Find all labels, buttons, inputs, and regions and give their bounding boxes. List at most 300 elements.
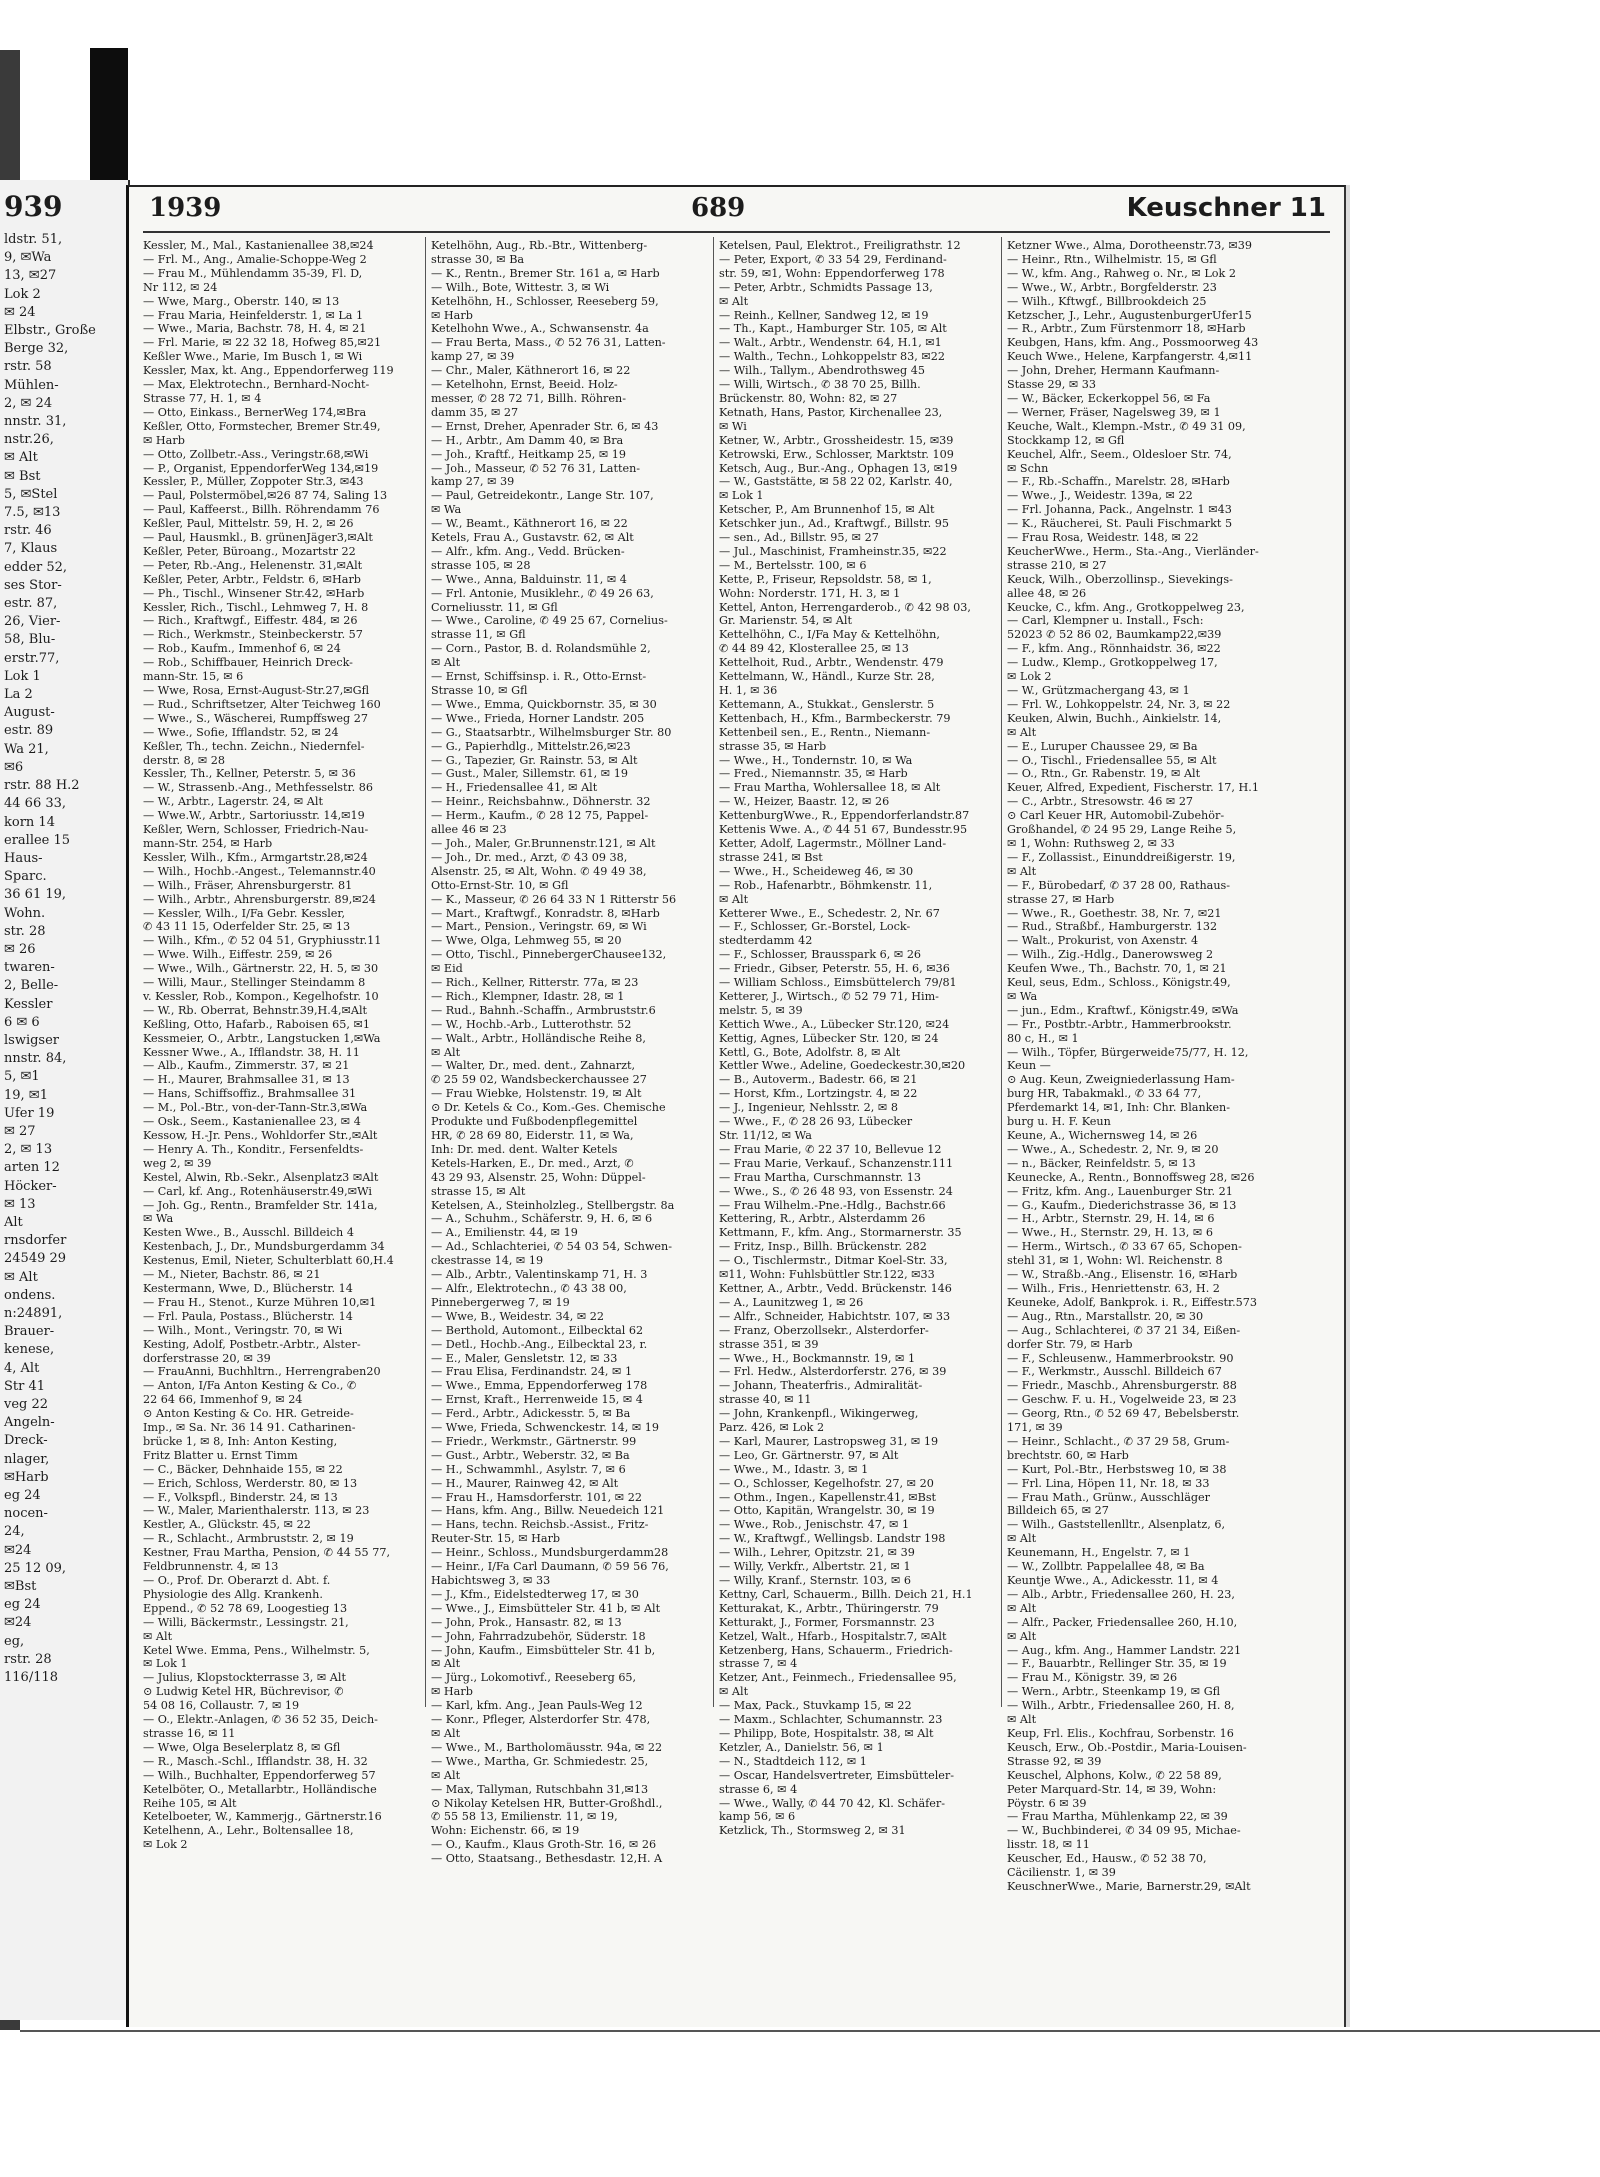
directory-entry: ✉ Alt	[431, 1045, 461, 1059]
directory-entry: — Walt., Arbtr., Wendenstr. 64, H.1, ✉1	[719, 336, 942, 350]
directory-entry: stehl 31, ✉ 1, Wohn: Wl. Reichenstr. 8	[1007, 1254, 1223, 1268]
directory-entry: — Ad., Schlachteriei, ✆ 54 03 54, Schwen-	[431, 1240, 673, 1254]
directory-entry: — Fritz, Insp., Billh. Brückenstr. 282	[719, 1240, 927, 1254]
directory-entry: — Aug., Rtn., Marstallstr. 20, ✉ 30	[1007, 1309, 1204, 1323]
directory-entry: — Frau Wilhelm.-Pne.-Hdlg., Bachstr.66	[719, 1198, 946, 1212]
directory-entry: — Herm., Kaufm., ✆ 28 12 75, Pappel-	[431, 809, 649, 823]
directory-entry: mann-Str. 15, ✉ 6	[143, 670, 244, 684]
directory-entry: Kessler, Rich., Tischl., Lehmweg 7, H. 8	[143, 600, 369, 614]
directory-entry: — Wilh., Zig.-Hdlg., Danerowsweg 2	[1007, 948, 1214, 962]
directory-entry: Kessler, M., Mal., Kastanienallee 38,✉24	[143, 239, 374, 252]
previous-page-line: Alt	[4, 1214, 23, 1230]
directory-entry: — Rob., Kaufm., Immenhof 6, ✉ 24	[143, 642, 341, 656]
directory-entry: Keuch Wwe., Helene, Karpfangerstr. 4,✉11	[1007, 350, 1253, 364]
directory-entry: — Horst, Kfm., Lortzingstr. 4, ✉ 22	[719, 1087, 918, 1101]
directory-entry: — Rich., Kraftwgf., Eiffestr. 484, ✉ 26	[143, 614, 358, 628]
directory-entry: strasse 6, ✉ 4	[719, 1782, 798, 1796]
directory-entry: — Frau Martha, Curschmannstr. 13	[719, 1170, 921, 1184]
directory-entry: Kessler, P., Müller, Zoppoter Str.3, ✉43	[143, 475, 364, 489]
directory-entry: — Wwe, B., Weidestr. 34, ✉ 22	[431, 1309, 604, 1323]
directory-entry: — Otto, Tischl., PinnebergerChausee132,	[431, 948, 667, 962]
directory-entry: — G., Staatsarbtr., Wilhelmsburger Str. 80	[431, 725, 672, 739]
directory-entry: ✆ 44 89 42, Klosterallee 25, ✉ 13	[719, 642, 909, 656]
previous-page-line: lswigser	[4, 1032, 60, 1048]
directory-entry: — Joh., Kraftf., Heitkamp 25, ✉ 19	[431, 447, 626, 461]
directory-entry: Brückenstr. 80, Wohn: 82, ✉ 27	[719, 391, 898, 405]
directory-entry: — W., Heizer, Baastr. 12, ✉ 26	[719, 795, 890, 809]
directory-entry: ✉ Alt	[143, 1629, 173, 1643]
previous-page-line: ✉24	[4, 1542, 32, 1558]
column-divider	[1001, 237, 1002, 1707]
directory-entry: — Geschw. F. u. H., Vogelweide 23, ✉ 23	[1007, 1393, 1237, 1407]
directory-entry: Ketelböter, O., Metallarbtr., Holländische	[143, 1782, 377, 1796]
directory-entry: — Wwe., Emma, Quickbornstr. 35, ✉ 30	[431, 697, 657, 711]
directory-entry: — Wilh., Gaststellenlltr., Alsenplatz, 6,	[1007, 1518, 1226, 1532]
directory-entry: — N., Stadtdeich 112, ✉ 1	[719, 1754, 867, 1768]
directory-entry: — W., Arbtr., Lagerstr. 24, ✉ Alt	[143, 795, 323, 809]
directory-entry: ✉ Lok 1	[143, 1657, 188, 1671]
directory-entry: Ketner, W., Arbtr., Grossheidestr. 15, ✉39	[719, 433, 954, 447]
directory-entry: Feldbrunnenstr. 4, ✉ 13	[143, 1560, 279, 1574]
directory-entry: — Georg, Rtn., ✆ 52 69 47, Bebelsberstr.	[1007, 1407, 1240, 1421]
directory-entry: Inh: Dr. med. dent. Walter Ketels	[431, 1142, 618, 1156]
directory-entry: — F., Bürobedarf, ✆ 37 28 00, Rathaus-	[1007, 878, 1231, 892]
directory-entry: — H., Arbtr., Sternstr. 29, H. 14, ✉ 6	[1007, 1212, 1215, 1226]
directory-entry: — B., Autoverm., Badestr. 66, ✉ 21	[719, 1073, 918, 1087]
previous-page-line: ✉ 27	[4, 1123, 36, 1139]
directory-entry: Ketelsen, Paul, Elektrot., Freiligrathstr. 12	[719, 239, 961, 252]
previous-page-line: Angeln-	[4, 1415, 55, 1431]
directory-entry: Wohn: Norderstr. 171, H. 3, ✉ 1	[719, 586, 901, 600]
directory-entry: 54 08 16, Collaustr. 7, ✉ 19	[143, 1699, 300, 1713]
directory-entry: — Wwe. Wilh., Eiffestr. 259, ✉ 26	[143, 948, 333, 962]
directory-entry: — Rud., Bahnh.-Schaffn., Armbruststr.6	[431, 1003, 656, 1017]
previous-page-line: 116/118	[4, 1670, 59, 1686]
directory-entry: ✉ Alt	[719, 892, 749, 906]
directory-entry: — O., Rtn., Gr. Rabenstr. 19, ✉ Alt	[1007, 767, 1201, 781]
directory-entry: Peter Marquard-Str. 14, ✉ 39, Wohn:	[1007, 1782, 1217, 1796]
directory-entry: Ketturakt, J., Former, Forsmannstr. 23	[719, 1615, 935, 1629]
directory-entry: — H., Arbtr., Am Damm 40, ✉ Bra	[431, 433, 624, 447]
directory-entry: Kettel, Anton, Herrengarderob., ✆ 42 98 03,	[719, 600, 971, 614]
previous-page-line: n:24891,	[4, 1305, 63, 1321]
directory-entry: Ketzscher, J., Lehr., AugustenburgerUfer15	[1007, 308, 1252, 322]
directory-entry: — Wwe., M., Bartholomäusstr. 94a, ✉ 22	[431, 1740, 663, 1754]
directory-entry: — n., Bäcker, Reinfeldstr. 5, ✉ 13	[1007, 1156, 1196, 1170]
directory-entry: — Peter, Export, ✆ 33 54 29, Ferdinand-	[719, 252, 947, 266]
directory-entry: — Max, Pack., Stuvkamp 15, ✉ 22	[719, 1699, 912, 1713]
directory-entry: Ketzlick, Th., Stormsweg 2, ✉ 31	[719, 1824, 906, 1838]
directory-entry: — Rich., Klempner, Idastr. 28, ✉ 1	[431, 989, 625, 1003]
directory-entry: Eppend., ✆ 52 78 69, Loogestieg 13	[143, 1601, 348, 1615]
directory-entry: strasse 241, ✉ Bst	[719, 850, 823, 864]
directory-entry: — F., Rb.-Schaffn., Marelstr. 28, ✉Harb	[1007, 475, 1230, 489]
previous-page-line: nstr.26,	[4, 432, 54, 448]
previous-page-line: 7.5, ✉13	[4, 505, 61, 521]
directory-entry: — Joh., Maler, Gr.Brunnenstr.121, ✉ Alt	[431, 836, 656, 850]
directory-entry: Kessler, Th., Kellner, Peterstr. 5, ✉ 36	[143, 767, 356, 781]
directory-entry: Keuer, Alfred, Expedient, Fischerstr. 17, H.1	[1007, 781, 1259, 795]
directory-entry: — Reinh., Kellner, Sandweg 12, ✉ 19	[719, 308, 929, 322]
previous-page-line: 26, Vier-	[4, 614, 61, 630]
directory-entry: ✆ 43 11 15, Oderfelder Str. 25, ✉ 13	[143, 920, 351, 934]
directory-entry: — Alb., Arbtr., Friedensallee 260, H. 23,	[1007, 1587, 1235, 1601]
page-year: 1939	[149, 193, 222, 223]
directory-entry: Otto-Ernst-Str. 10, ✉ Gfl	[431, 878, 569, 892]
directory-entry: ✉ Eid	[431, 962, 463, 976]
directory-entry: Keuscher, Ed., Hausw., ✆ 52 38 70,	[1007, 1852, 1207, 1866]
directory-entry: Kettemann, A., Stukkat., Genslerstr. 5	[719, 697, 935, 711]
directory-entry: — Wwe., Sofie, Ifflandstr. 52, ✉ 24	[143, 725, 339, 739]
previous-page-line: 6 ✉ 6	[4, 1014, 40, 1030]
directory-entry: — Hans, techn. Reichsb.-Assist., Fritz-	[431, 1518, 649, 1532]
directory-entry: Pferdemarkt 14, ✉1, Inh: Chr. Blanken-	[1007, 1101, 1231, 1115]
directory-entry: — Wilh., Arbtr., Ahrensburgerstr. 89,✉24	[143, 892, 376, 906]
directory-entry: — Ernst, Kraft., Herrenweide 15, ✉ 4	[431, 1393, 643, 1407]
directory-entry: — Berthold, Automont., Eilbecktal 62	[431, 1323, 644, 1337]
directory-entry: — Kessler, Wilh., I/Fa Gebr. Kessler,	[143, 906, 346, 920]
directory-entry: — W., Grützmachergang 43, ✉ 1	[1007, 684, 1190, 697]
directory-entry: ✉ Alt	[431, 1726, 461, 1740]
directory-entry: — O., Elektr.-Anlagen, ✆ 36 52 35, Deich-	[143, 1713, 378, 1727]
directory-entry: — O., Tischl., Friedensallee 55, ✉ Alt	[1007, 753, 1217, 767]
directory-entry: ⊙ Ludwig Ketel HR, Büchrevisor, ✆	[143, 1685, 344, 1699]
previous-page-line: 19, ✉1	[4, 1087, 48, 1103]
directory-entry: strasse 351, ✉ 39	[719, 1337, 819, 1351]
directory-entry: — Alfr., Elektrotechn., ✆ 43 38 00,	[431, 1281, 627, 1295]
directory-entry: melstr. 5, ✉ 39	[719, 1003, 803, 1017]
directory-entry: — Wwe., Maria, Bachstr. 78, H. 4, ✉ 21	[143, 322, 367, 336]
directory-entry: — John, Krankenpfl., Wikingerweg,	[719, 1407, 919, 1421]
directory-entry: Strasse 77, H. 1, ✉ 4	[143, 391, 262, 405]
previous-page-line: ✉ 24	[4, 304, 36, 320]
directory-entry: — Frl. Lina, Höpen 11, Nr. 18, ✉ 33	[1007, 1476, 1210, 1490]
directory-entry: strasse 30, ✉ Ba	[431, 252, 525, 266]
directory-entry: Keßler, Wern, Schlosser, Friedrich-Nau-	[143, 823, 369, 837]
previous-page-line: Sparc.	[4, 869, 47, 885]
previous-page-line: rstr. 28	[4, 1651, 52, 1667]
directory-entry: — W., Maler, Marienthalerstr. 113, ✉ 23	[143, 1504, 370, 1518]
directory-entry: KettenburgWwe., R., Eppendorferlandstr.87	[719, 809, 970, 823]
directory-entry: — Carl, Klempner u. Install., Fsch:	[1007, 614, 1204, 628]
previous-page-line: 2, ✉ 13	[4, 1142, 53, 1158]
directory-entry: kamp 56, ✉ 6	[719, 1810, 796, 1824]
directory-entry: — Rud., Schriftsetzer, Alter Teichweg 160	[143, 697, 381, 711]
directory-entry: — Willy, Kranf., Sternstr. 103, ✉ 6	[719, 1574, 912, 1587]
directory-entry: — Frau M., Königstr. 39, ✉ 26	[1007, 1671, 1178, 1685]
directory-entry: — W., kfm. Ang., Rahweg o. Nr., ✉ Lok 2	[1007, 266, 1236, 280]
directory-entry: messer, ✆ 28 72 71, Billh. Röhren-	[431, 391, 627, 405]
previous-page-line: 2, ✉ 24	[4, 395, 53, 411]
previous-page-line: 7, Klaus	[4, 541, 58, 557]
directory-entry: — Wwe, Rosa, Ernst-August-Str.27,✉Gfl	[143, 684, 370, 697]
directory-entry: ✉ Alt	[719, 1685, 749, 1699]
directory-entry: Nr 112, ✉ 24	[143, 280, 218, 294]
previous-page-fragment	[0, 180, 130, 2020]
directory-entry: — Peter, Arbtr., Schmidts Passage 13,	[719, 280, 933, 294]
directory-entry: Alsenstr. 25, ✉ Alt, Wohn. ✆ 49 49 38,	[431, 864, 647, 878]
previous-page-line: 25 12 09,	[4, 1560, 67, 1576]
directory-entry: — Wwe., Anna, Balduinstr. 11, ✉ 4	[431, 572, 627, 586]
directory-entry: — P., Organist, EppendorferWeg 134,✉19	[143, 461, 379, 475]
directory-entry: — O., Schlosser, Kegelhofstr. 27, ✉ 20	[719, 1476, 934, 1490]
directory-entry: Kettelhöhn, C., I/Fa May & Kettelhöhn,	[719, 628, 940, 642]
directory-entry: ✉ Harb	[143, 433, 185, 447]
directory-entry: — Erich, Schloss, Werderstr. 80, ✉ 13	[143, 1476, 358, 1490]
directory-entry: — Oscar, Handelsvertreter, Eimsbütteler-	[719, 1768, 955, 1782]
directory-entry: — E., Luruper Chaussee 29, ✉ Ba	[1007, 739, 1198, 753]
directory-entry: — Wern., Arbtr., Steenkamp 19, ✉ Gfl	[1007, 1685, 1221, 1699]
directory-entry: strasse 40, ✉ 11	[719, 1393, 812, 1407]
directory-entry: Keufen Wwe., Th., Bachstr. 70, 1, ✉ 21	[1007, 962, 1227, 976]
directory-entry: — Rich., Werkmstr., Steinbeckerstr. 57	[143, 628, 363, 642]
directory-entry: — Ernst, Schiffsinsp. i. R., Otto-Ernst-	[431, 670, 647, 684]
directory-entry: — Frau Martha, Mühlenkamp 22, ✉ 39	[1007, 1810, 1228, 1824]
directory-entry: — Joh., Dr. med., Arzt, ✆ 43 09 38,	[431, 850, 628, 864]
directory-entry: damm 35, ✉ 27	[431, 405, 519, 419]
previous-page-lines	[0, 231, 128, 1687]
previous-page-line: erstr.77,	[4, 650, 60, 666]
previous-page-line: estr. 87,	[4, 596, 58, 612]
previous-page-line: eg 24	[4, 1488, 41, 1504]
directory-entry: — A., Launitzweg 1, ✉ 26	[719, 1295, 864, 1309]
previous-page-line: rnsdorfer	[4, 1233, 67, 1249]
directory-entry: Ketzenberg, Hans, Schauerm., Friedrich-	[719, 1643, 953, 1657]
directory-entry: — Wwe., F., ✆ 28 26 93, Lübecker	[719, 1115, 913, 1129]
directory-entry: strasse 16, ✉ 11	[143, 1726, 236, 1740]
directory-entry: HR, ✆ 28 69 80, Eiderstr. 11, ✉ Wa,	[431, 1129, 634, 1142]
directory-entry: — Alfr., Schneider, Habichtstr. 107, ✉ 33	[719, 1309, 951, 1323]
directory-entry: ✉ Alt	[719, 294, 749, 308]
previous-page-line: ondens.	[4, 1287, 56, 1303]
directory-entry: — K., Räucherei, St. Pauli Fischmarkt 5	[1007, 517, 1233, 531]
directory-entry: Keuche, Walt., Klempn.-Mstr., ✆ 49 31 09,	[1007, 419, 1246, 433]
previous-page-line: 24549 29	[4, 1251, 67, 1267]
directory-entry: — Heinr., Rtn., Wilhelmistr. 15, ✉ Gfl	[1007, 252, 1217, 266]
directory-entry: — Wwe., J., Weidestr. 139a, ✉ 22	[1007, 489, 1193, 503]
directory-entry: Kettenbeil sen., E., Rentn., Niemann-	[719, 725, 931, 739]
directory-entry: ✉ Harb	[431, 1685, 473, 1699]
column-divider	[425, 237, 426, 1707]
directory-entry: — Paul, Polstermöbel,✉26 87 74, Saling 13	[143, 489, 388, 503]
directory-entry: — Frau Elisa, Ferdinandstr. 24, ✉ 1	[431, 1365, 633, 1379]
previous-page-line: 36 61 19,	[4, 887, 67, 903]
previous-page-line: La 2	[4, 687, 33, 703]
directory-entry: — Gust., Arbtr., Weberstr. 32, ✉ Ba	[431, 1448, 630, 1462]
directory-entry: — Frl. Hedw., Alsterdorferstr. 276, ✉ 39	[719, 1365, 947, 1379]
directory-entry: — John, Prok., Hansastr. 82, ✉ 13	[431, 1615, 622, 1629]
directory-entry: Ketelhenn, A., Lehr., Boltensallee 18,	[143, 1824, 354, 1838]
previous-page-line: ✉24	[4, 1615, 32, 1631]
directory-entry: — Walt., Prokurist, von Axenstr. 4	[1007, 934, 1199, 948]
directory-entry: — Wwe, Olga, Lehmweg 55, ✉ 20	[431, 934, 622, 948]
previous-page-line: arten 12	[4, 1160, 60, 1176]
directory-entry: Kestermann, Wwe, D., Blücherstr. 14	[143, 1281, 353, 1295]
directory-entry: kamp 27, ✉ 39	[431, 350, 515, 364]
directory-entry: Keßler Wwe., Marie, Im Busch 1, ✉ Wi	[143, 350, 363, 364]
directory-entry: v. Kessler, Rob., Kompon., Kegelhofstr. 10	[143, 989, 379, 1003]
previous-page-line: Brauer-	[4, 1324, 55, 1340]
directory-entry: ✉11, Wohn: Fuhlsbüttler Str.122, ✉33	[719, 1268, 935, 1282]
directory-entry: Kettner, A., Arbtr., Vedd. Brückenstr. 146	[719, 1281, 952, 1295]
directory-entry: — Walter, Dr., med. dent., Zahnarzt,	[431, 1059, 636, 1073]
directory-entry: Keuck, Wilh., Oberzollinsp., Sievekings-	[1007, 572, 1233, 586]
previous-page-heading: 939	[4, 190, 63, 223]
previous-page-line: 2, Belle-	[4, 978, 59, 994]
directory-entry: — W., Zollbtr. Pappelallee 48, ✉ Ba	[1007, 1560, 1205, 1574]
directory-entry: Keßler, Otto, Formstecher, Bremer Str.49,	[143, 419, 381, 433]
directory-entry: — Wilh., Buchhalter, Eppendorferweg 57	[143, 1768, 376, 1782]
previous-page-line: Mühlen-	[4, 377, 59, 393]
previous-page-line: 5, ✉Stel	[4, 486, 58, 502]
directory-entry: — Heinr., Schlacht., ✆ 37 29 58, Grum-	[1007, 1434, 1230, 1448]
directory-entry: kamp 27, ✉ 39	[431, 475, 515, 489]
binding-shadow	[90, 48, 128, 188]
directory-entry: — Detl., Hochb.-Ang., Eilbecktal 23, r.	[431, 1337, 648, 1351]
directory-entry: brechtstr. 60, ✉ Harb	[1007, 1448, 1129, 1462]
directory-entry: — Max, Elektrotechn., Bernhard-Nocht-	[143, 378, 370, 392]
directory-entry: Ketrowski, Erw., Schlosser, Marktstr. 109	[719, 447, 954, 461]
previous-page-line: str. 28	[4, 923, 46, 939]
directory-entry: — Osk., Seem., Kastanienallee 23, ✉ 4	[143, 1115, 361, 1129]
directory-entry: — Otto, Einkass., BernerWeg 174,✉Bra	[143, 405, 367, 419]
directory-entry: — Walt., Arbtr., Holländische Reihe 8,	[431, 1031, 646, 1045]
directory-entry: — F., Werkmstr., Ausschl. Billdeich 67	[1007, 1365, 1222, 1379]
directory-entry: Kessler, Wilh., Kfm., Armgartstr.28,✉24	[143, 850, 368, 864]
previous-page-line: rstr. 88 H.2	[4, 778, 80, 794]
previous-page-line: Kessler	[4, 996, 53, 1012]
directory-entry: Ketterer Wwe., E., Schedestr. 2, Nr. 67	[719, 906, 940, 920]
directory-entry: — W., Rb. Oberrat, Behnstr.39,H.4,✉Alt	[143, 1003, 368, 1017]
directory-entry: — Heinr., Reichsbahnw., Döhnerstr. 32	[431, 795, 651, 809]
directory-entry: — H., Friedensallee 41, ✉ Alt	[431, 781, 598, 795]
directory-entry: Kessow, H.-Jr. Pens., Wohldorfer Str.,✉Alt	[143, 1129, 378, 1142]
directory-entry: Imp., ✉ Sa. Nr. 36 14 91. Catharinen-	[143, 1421, 356, 1435]
directory-entry: — Wwe, Olga Beselerplatz 8, ✉ Gfl	[143, 1740, 341, 1754]
directory-entry: Physiologie des Allg. Krankenh.	[143, 1587, 323, 1601]
previous-page-line: estr. 89	[4, 723, 54, 739]
directory-entry: — K., Masseur, ✆ 26 64 33 N 1 Ritterstr 56	[431, 892, 677, 906]
directory-entry: — O., Kaufm., Klaus Groth-Str. 16, ✉ 26	[431, 1838, 657, 1852]
directory-entry: — Wilh., Töpfer, Bürgerweide75/77, H. 12,	[1007, 1045, 1249, 1059]
directory-entry: — H., Maurer, Brahmsallee 31, ✉ 13	[143, 1073, 350, 1087]
directory-entry: — Ernst, Dreher, Apenrader Str. 6, ✉ 43	[431, 419, 659, 433]
directory-entry: — W., Buchbinderei, ✆ 34 09 95, Michae-	[1007, 1824, 1241, 1838]
column-divider	[713, 237, 714, 1707]
column-1	[143, 239, 419, 1852]
directory-entry: — K., Rentn., Bremer Str. 161 a, ✉ Harb	[431, 266, 660, 280]
directory-entry: — Wwe, Frieda, Schwenckestr. 14, ✉ 19	[431, 1421, 659, 1435]
directory-entry: — Willi, Wirtsch., ✆ 38 70 25, Billh.	[719, 378, 921, 392]
previous-page-line: rstr. 58	[4, 359, 52, 375]
directory-entry: — Wilh., Lehrer, Opitzstr. 21, ✉ 39	[719, 1546, 915, 1560]
previous-page-line: 4, Alt	[4, 1360, 40, 1376]
directory-entry: Kestel, Alwin, Rb.-Sekr., Alsenplatz3 ✉Alt	[143, 1170, 379, 1184]
directory-entry: — R., Masch.-Schl., Ifflandstr. 38, H. 32	[143, 1754, 368, 1768]
directory-entry: Ketturakat, K., Arbtr., Thüringerstr. 79	[719, 1601, 939, 1615]
directory-entry: Pöystr. 6 ✉ 39	[1007, 1796, 1087, 1810]
directory-entry: — Fritz, kfm. Ang., Lauenburger Str. 21	[1007, 1184, 1233, 1198]
previous-page-line: twaren-	[4, 960, 55, 976]
previous-page-line: nnstr. 84,	[4, 1051, 67, 1067]
directory-entry: — F., Zollassist., Einunddreißigerstr. 19,	[1007, 850, 1236, 864]
directory-entry: Keßling, Otto, Hafarb., Raboisen 65, ✉1	[143, 1017, 371, 1031]
directory-entry: — F., Schlosser, Gr.-Borstel, Lock-	[719, 920, 911, 934]
directory-entry: — Hans, kfm. Ang., Billw. Neuedeich 121	[431, 1504, 665, 1518]
directory-entry: Kettl, G., Bote, Adolfstr. 8, ✉ Alt	[719, 1045, 901, 1059]
directory-entry: Ketter, Adolf, Lagermstr., Möllner Land-	[719, 836, 947, 850]
directory-entry: — Wwe., S., ✆ 26 48 93, von Essenstr. 24	[719, 1184, 953, 1198]
directory-entry: Kesten Wwe., B., Ausschl. Billdeich 4	[143, 1226, 354, 1240]
directory-entry: — Frau Math., Grünw., Ausschläger	[1007, 1490, 1211, 1504]
directory-entry: — Herm., Wirtsch., ✆ 33 67 65, Schopen-	[1007, 1240, 1242, 1254]
directory-entry: Keucke, C., kfm. Ang., Grotkoppelweg 23,	[1007, 600, 1245, 614]
running-heading: Keuschner 11	[1126, 193, 1326, 223]
directory-entry: — Wwe., R., Goethestr. 38, Nr. 7, ✉21	[1007, 906, 1222, 920]
directory-entry: — Paul, Kaffeerst., Billh. Röhrendamm 76	[143, 503, 380, 517]
directory-entry: — Werner, Fräser, Nagelsweg 39, ✉ 1	[1007, 405, 1221, 419]
directory-entry: ✉ Wa	[143, 1212, 174, 1226]
directory-entry: — Wwe., H., Scheideweg 46, ✉ 30	[719, 864, 914, 878]
directory-entry: — Wwe., S., Wäscherei, Rumpffsweg 27	[143, 711, 368, 725]
directory-entry: Großhandel, ✆ 24 95 29, Lange Reihe 5,	[1007, 823, 1237, 837]
directory-entry: — Hans, Schiffsoffiz., Brahmsallee 31	[143, 1087, 357, 1101]
directory-entry: derstr. 8, ✉ 28	[143, 753, 225, 767]
directory-entry: — sen., Ad., Billstr. 95, ✉ 27	[719, 531, 879, 545]
directory-entry: ✉ Lok 1	[719, 489, 764, 503]
previous-page-line: Wa 21,	[4, 741, 49, 757]
directory-entry: ⊙ Nikolay Ketelsen HR, Butter-Großhdl.,	[431, 1796, 663, 1810]
directory-entry: — Friedr., Maschb., Ahrensburgerstr. 88	[1007, 1379, 1237, 1393]
previous-page-line: korn 14	[4, 814, 55, 830]
directory-entry: Cäcilienstr. 1, ✉ 39	[1007, 1866, 1116, 1880]
directory-entry: stedterdamm 42	[719, 934, 813, 948]
directory-entry: 43 29 93, Alsenstr. 25, Wohn: Düppel-	[431, 1170, 646, 1184]
directory-entry: — Wilh., Kfm., ✆ 52 04 51, Gryphiusstr.11	[143, 934, 382, 948]
directory-entry: Ketterer, J., Wirtsch., ✆ 52 79 71, Him-	[719, 989, 939, 1003]
previous-page-line: eg 24	[4, 1597, 41, 1613]
directory-entry: ✉ Lok 2	[143, 1838, 188, 1852]
directory-entry: — Frl. Antonie, Musiklehr., ✆ 49 26 63,	[431, 586, 654, 600]
directory-entry: Keßler, Th., techn. Zeichn., Niedernfel-	[143, 739, 365, 753]
directory-entry: Keusch, Erw., Ob.-Postdir., Maria-Louisen-	[1007, 1740, 1247, 1754]
directory-entry: — J., Kfm., Eidelstedterweg 17, ✉ 30	[431, 1587, 639, 1601]
directory-entry: — Aug., Schlachterei, ✆ 37 21 34, Eißen-	[1007, 1323, 1241, 1337]
directory-entry: — Wilh., Tallym., Abendrothsweg 45	[719, 364, 925, 378]
directory-entry: — Willi, Maur., Stellinger Steindamm 8	[143, 976, 366, 990]
directory-entry: — Friedr., Gibser, Peterstr. 55, H. 6, ✉36	[719, 962, 950, 976]
directory-entry: — W., Bäcker, Eckerkoppel 56, ✉ Fa	[1007, 391, 1211, 405]
previous-page-line: Str 41	[4, 1378, 46, 1394]
directory-entry: Ketzler, A., Danielstr. 56, ✉ 1	[719, 1740, 884, 1754]
directory-entry: — F., Volkspfl., Binderstr. 24, ✉ 13	[143, 1490, 338, 1504]
directory-entry: ckestrasse 14, ✉ 19	[431, 1254, 544, 1268]
directory-entry: — Wilh., Fris., Henriettenstr. 63, H. 2	[1007, 1281, 1220, 1295]
directory-entry: Keuneke, Adolf, Bankprok. i. R., Eiffestr.573	[1007, 1295, 1258, 1309]
directory-entry: ✆ 25 59 02, Wandsbeckerchaussee 27	[431, 1073, 647, 1087]
directory-entry: — Frau Rosa, Weidestr. 148, ✉ 22	[1007, 531, 1199, 545]
directory-entry: — Fr., Postbtr.-Arbtr., Hammerbrookstr.	[1007, 1017, 1232, 1031]
directory-entry: strasse 11, ✉ Gfl	[431, 628, 526, 642]
directory-entry: ✉ Alt	[1007, 1601, 1037, 1615]
directory-entry: — Rob., Schiffbauer, Heinrich Dreck-	[143, 656, 353, 670]
directory-entry: weg 2, ✉ 39	[143, 1156, 212, 1170]
directory-entry: Keup, Frl. Elis., Kochfrau, Sorbenstr. 16	[1007, 1726, 1234, 1740]
directory-entry: Keubgen, Hans, kfm. Ang., Possmoorweg 43	[1007, 336, 1259, 350]
previous-page-line: ✉Harb	[4, 1469, 49, 1485]
directory-entry: — Frl. M., Ang., Amalie-Schoppe-Weg 2	[143, 252, 367, 266]
directory-entry: brücke 1, ✉ 8, Inh: Anton Kesting,	[143, 1434, 338, 1448]
